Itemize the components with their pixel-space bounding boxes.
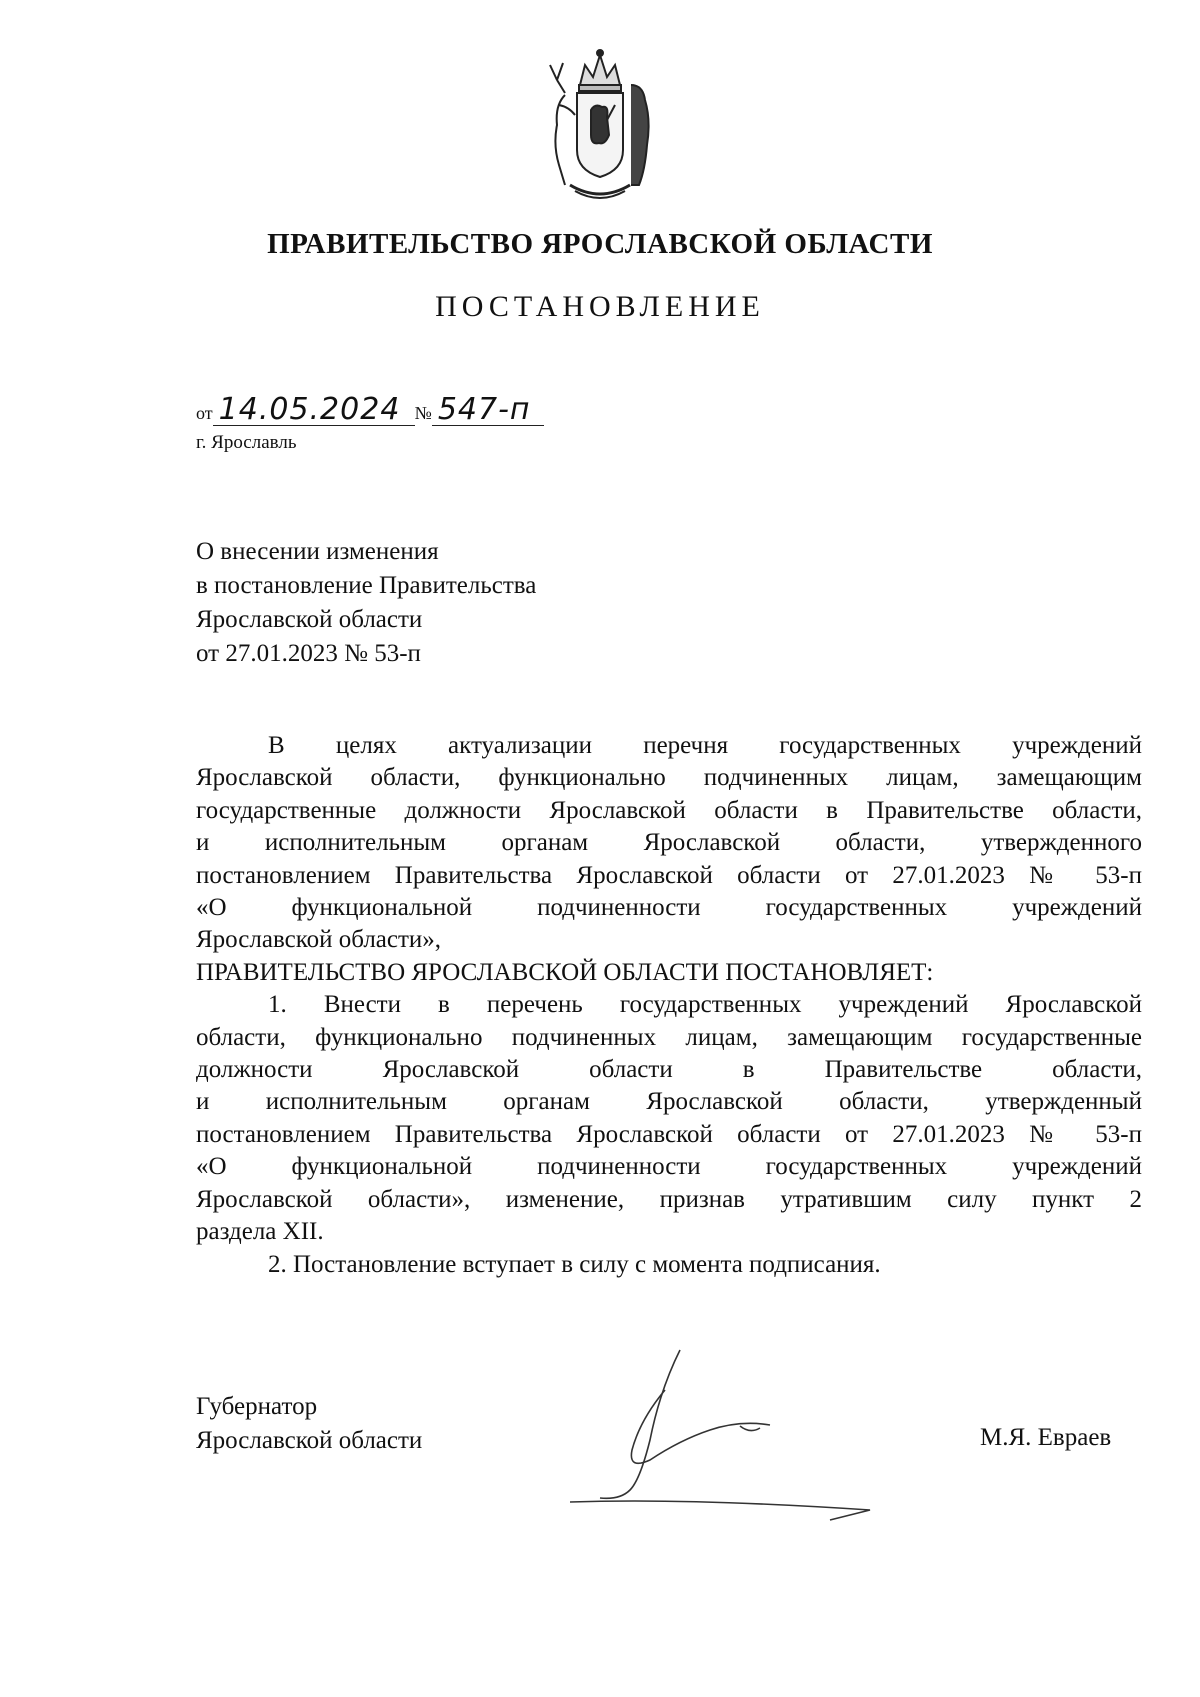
item1-line: 1. Внести в перечень государственных учреждений Ярославской xyxy=(268,991,1142,1019)
preamble-line: государственные должности Ярославской области в Правительстве области, xyxy=(196,796,1142,824)
preamble-line: постановлением Правительства Ярославской области от 27.01.2023 № 53-п xyxy=(196,861,1142,889)
signatory-position xyxy=(196,1390,422,1458)
preamble-line: Ярославской области, функционально подчиненных лицам, замещающим xyxy=(196,764,1142,792)
item1-line: «О функциональной подчиненности государственных учреждений xyxy=(196,1153,1142,1181)
organization-title: ПРАВИТЕЛЬСТВО ЯРОСЛАВСКОЙ ОБЛАСТИ xyxy=(267,228,933,260)
item1-line: области, функционально подчиненных лицам, замещающим государственные xyxy=(196,1023,1142,1051)
subject-line: Ярославской области xyxy=(196,606,423,633)
position-line: Ярославской области xyxy=(196,1427,423,1454)
handwritten-signature xyxy=(570,1330,930,1530)
document-type: ПОСТАНОВЛЕНИЕ xyxy=(435,290,765,323)
subject-block xyxy=(196,535,696,671)
preamble-line: и исполнительным органам Ярославской области, утвержденного xyxy=(196,829,1142,857)
preamble-line: «О функциональной подчиненности государственных учреждений xyxy=(196,894,1142,922)
item2: 2. Постановление вступает в силу с момента подписания. xyxy=(268,1250,881,1278)
signatory-name: М.Я. Евраев xyxy=(980,1424,1112,1451)
item1-line: Ярославской области», изменение, признав утратившим силу пункт 2 xyxy=(196,1185,1142,1213)
preamble-line: В целях актуализации перечня государственных учреждений xyxy=(268,732,1142,759)
preamble-line: Ярославской области», xyxy=(196,926,442,954)
subject-line: в постановление Правительства xyxy=(196,572,537,599)
subject-line: О внесении изменения xyxy=(196,538,439,565)
handwritten-date: 14.05.2024 xyxy=(213,395,415,426)
resolves-statement: ПРАВИТЕЛЬСТВО ЯРОСЛАВСКОЙ ОБЛАСТИ ПОСТАНОВЛЯЕТ: xyxy=(196,958,934,986)
item1-line: должности Ярославской области в Правительстве области, xyxy=(196,1056,1142,1084)
number-prefix: № xyxy=(414,403,432,423)
subject-line: от 27.01.2023 № 53-п xyxy=(196,640,421,667)
item1-line: постановлением Правительства Ярославской области от 27.01.2023 № 53-п xyxy=(196,1120,1142,1148)
date-number-line xyxy=(196,392,544,427)
city: г. Ярославль xyxy=(196,432,297,453)
coat-of-arms-emblem xyxy=(535,45,665,205)
item1-line: и исполнительным органам Ярославской области, утвержденный xyxy=(196,1088,1142,1116)
handwritten-number: 547-п xyxy=(432,395,544,426)
item1-line: раздела XII. xyxy=(196,1218,324,1246)
position-line: Губернатор xyxy=(196,1393,318,1420)
date-prefix: от xyxy=(196,403,213,423)
document-body xyxy=(196,730,1142,1281)
